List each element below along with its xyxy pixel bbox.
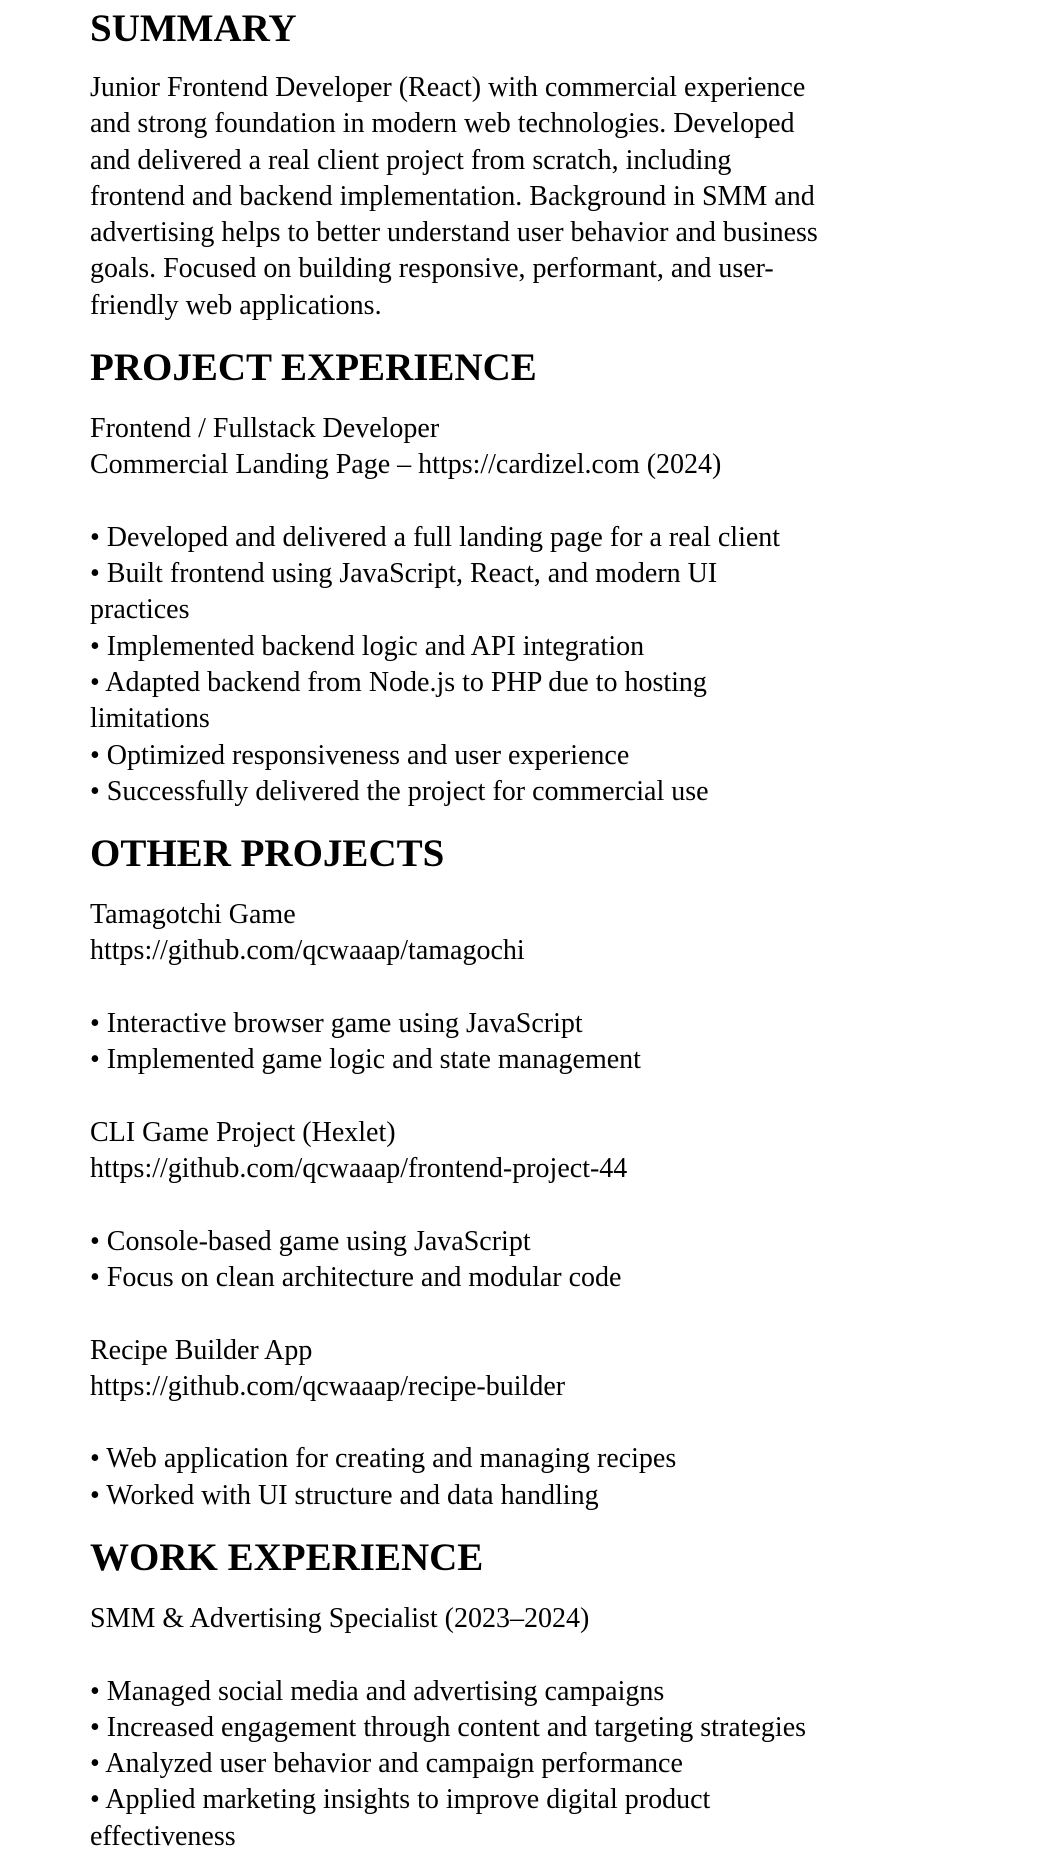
project-name: CLI Game Project (Hexlet) — [90, 1116, 396, 1148]
project-bullet: • Successfully delivered the project for commercial use — [90, 775, 709, 807]
summary-line: Junior Frontend Developer (React) with commercial experience — [90, 72, 806, 103]
project-bullet: • Implemented game logic and state management — [90, 1044, 641, 1076]
project-title: Commercial Landing Page – https://cardizel.com (2024) — [90, 449, 722, 481]
summary-line: advertising helps to better understand user behavior and business — [90, 217, 818, 249]
work-role: SMM & Advertising Specialist (2023–2024) — [90, 1603, 590, 1634]
project-bullet: • Implemented backend logic and API integration — [90, 630, 645, 662]
work-bullet: • Analyzed user behavior and campaign performance — [90, 1748, 683, 1780]
project-bullet: • Worked with UI structure and data handling — [90, 1479, 599, 1511]
project-bullet: practices — [90, 594, 190, 626]
other-projects-heading: OTHER PROJECTS — [90, 832, 445, 875]
work-bullet: effectiveness — [90, 1820, 236, 1852]
summary-heading: SUMMARY — [90, 7, 297, 50]
summary-line: frontend and backend implementation. Background in SMM and — [90, 180, 815, 212]
other-projects-block — [90, 897, 676, 1514]
project-bullet: • Optimized responsiveness and user experience — [90, 739, 630, 771]
project-bullet: • Built frontend using JavaScript, React, and modern UI — [90, 558, 718, 590]
project-name: Recipe Builder App — [90, 1334, 313, 1366]
project-bullet: • Interactive browser game using JavaScript — [90, 1007, 583, 1039]
project-role: Frontend / Fullstack Developer — [90, 413, 440, 444]
project-link[interactable]: https://github.com/qcwaaap/frontend-project-44 — [90, 1153, 628, 1185]
project-experience-block — [90, 411, 780, 810]
project-link[interactable]: https://github.com/qcwaaap/tamagochi — [90, 935, 525, 967]
project-bullet: • Console-based game using JavaScript — [90, 1225, 531, 1257]
work-bullet: • Applied marketing insights to improve digital product — [90, 1784, 711, 1816]
summary-line: friendly web applications. — [90, 289, 382, 321]
project-experience-heading: PROJECT EXPERIENCE — [90, 346, 537, 389]
project-bullet: • Adapted backend from Node.js to PHP due to hosting — [90, 667, 707, 699]
project-link[interactable]: https://github.com/qcwaaap/recipe-builder — [90, 1370, 566, 1402]
project-bullet: • Focus on clean architecture and modular code — [90, 1261, 622, 1293]
summary-line: and strong foundation in modern web technologies. Developed — [90, 108, 795, 140]
work-experience-heading: WORK EXPERIENCE — [90, 1536, 484, 1579]
project-bullet: • Web application for creating and managing recipes — [90, 1443, 677, 1475]
summary-line: and delivered a real client project from scratch, including — [90, 144, 732, 176]
work-bullet: • Increased engagement through content and targeting strategies — [90, 1711, 807, 1743]
project-bullet: limitations — [90, 703, 210, 735]
project-name: Tamagotchi Game — [90, 899, 296, 930]
summary-line: goals. Focused on building responsive, performant, and user- — [90, 253, 774, 285]
summary-text — [90, 70, 818, 324]
work-bullet: • Managed social media and advertising campaigns — [90, 1675, 665, 1707]
work-experience-block — [90, 1601, 806, 1855]
project-bullet: • Developed and delivered a full landing page for a real client — [90, 521, 781, 553]
